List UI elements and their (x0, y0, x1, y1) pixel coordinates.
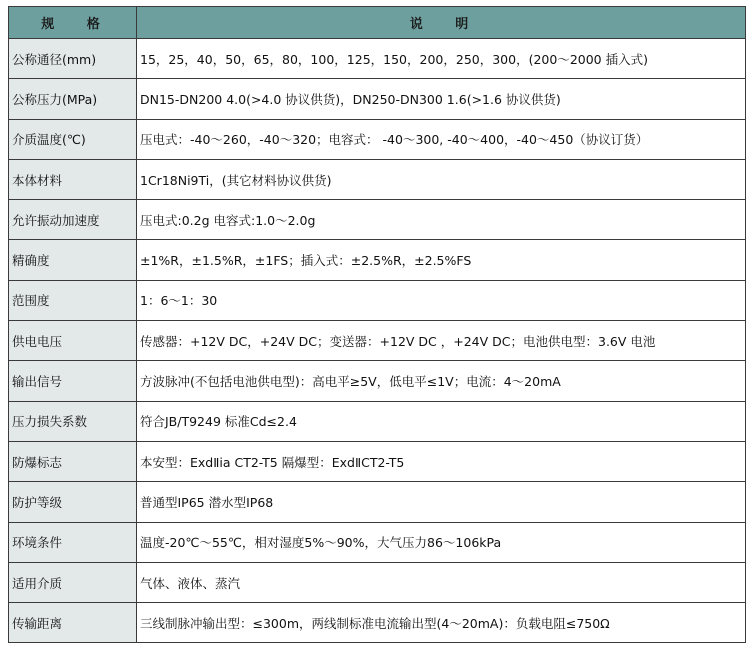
spec-label: 输出信号 (9, 361, 137, 401)
spec-table (8, 6, 746, 643)
table-row (9, 401, 746, 441)
spec-label: 精确度 (9, 240, 137, 280)
spec-value: 方波脉冲(不包括电池供电型)：高电平≥5V，低电平≤1V；电流：4～20mA (137, 361, 746, 401)
spec-value: 本安型：ExdⅡia CT2-T5 隔爆型：ExdⅡCT2-T5 (137, 441, 746, 481)
spec-value: 传感器：+12V DC，+24V DC；变送器：+12V DC ，+24V DC；电池供电型：3.6V 电池 (137, 321, 746, 361)
spec-value: 压电式:0.2g 电容式:1.0～2.0g (137, 200, 746, 240)
table-row (9, 200, 746, 240)
spec-label: 范围度 (9, 280, 137, 320)
table-row (9, 159, 746, 199)
spec-label: 本体材料 (9, 159, 137, 199)
header-spec: 规 格 (9, 7, 137, 39)
table-row (9, 482, 746, 522)
spec-value: 温度-20℃～55℃，相对湿度5%～90%，大气压力86～106kPa (137, 522, 746, 562)
spec-value: 三线制脉冲输出型：≤300m，两线制标准电流输出型(4～20mA)：负载电阻≤750Ω (137, 603, 746, 643)
spec-label: 允许振动加速度 (9, 200, 137, 240)
spec-label: 适用介质 (9, 562, 137, 602)
header-description: 说 明 (137, 7, 746, 39)
spec-value: 1：6～1：30 (137, 280, 746, 320)
table-row (9, 603, 746, 643)
spec-label: 公称通径(mm) (9, 39, 137, 79)
spec-label: 供电电压 (9, 321, 137, 361)
spec-value: DN15-DN200 4.0(>4.0 协议供货)，DN250-DN300 1.6(>1.6 协议供货) (137, 79, 746, 119)
spec-value: 普通型IP65 潜水型IP68 (137, 482, 746, 522)
spec-value: 压电式：-40～260，-40～320；电容式： -40～300, -40～400，-40～450（协议订货） (137, 119, 746, 159)
table-row (9, 361, 746, 401)
table-row (9, 280, 746, 320)
spec-label: 防爆标志 (9, 441, 137, 481)
table-header-row (9, 7, 746, 39)
spec-value: 符合JB/T9249 标准Cd≤2.4 (137, 401, 746, 441)
table-row (9, 522, 746, 562)
spec-label: 传输距离 (9, 603, 137, 643)
table-row (9, 321, 746, 361)
table-row (9, 39, 746, 79)
spec-label: 压力损失系数 (9, 401, 137, 441)
spec-value: 气体、液体、蒸汽 (137, 562, 746, 602)
table-row (9, 441, 746, 481)
spec-value: 15，25，40，50，65，80，100，125，150，200，250，300，(200～2000 插入式) (137, 39, 746, 79)
spec-label: 介质温度(℃) (9, 119, 137, 159)
table-row (9, 562, 746, 602)
table-row (9, 119, 746, 159)
table-row (9, 79, 746, 119)
table-row (9, 240, 746, 280)
spec-label: 环境条件 (9, 522, 137, 562)
spec-label: 公称压力(MPa) (9, 79, 137, 119)
spec-value: 1Cr18Ni9Ti，(其它材料协议供货) (137, 159, 746, 199)
spec-value: ±1%R，±1.5%R，±1FS；插入式：±2.5%R，±2.5%FS (137, 240, 746, 280)
table-body (9, 39, 746, 643)
spec-label: 防护等级 (9, 482, 137, 522)
